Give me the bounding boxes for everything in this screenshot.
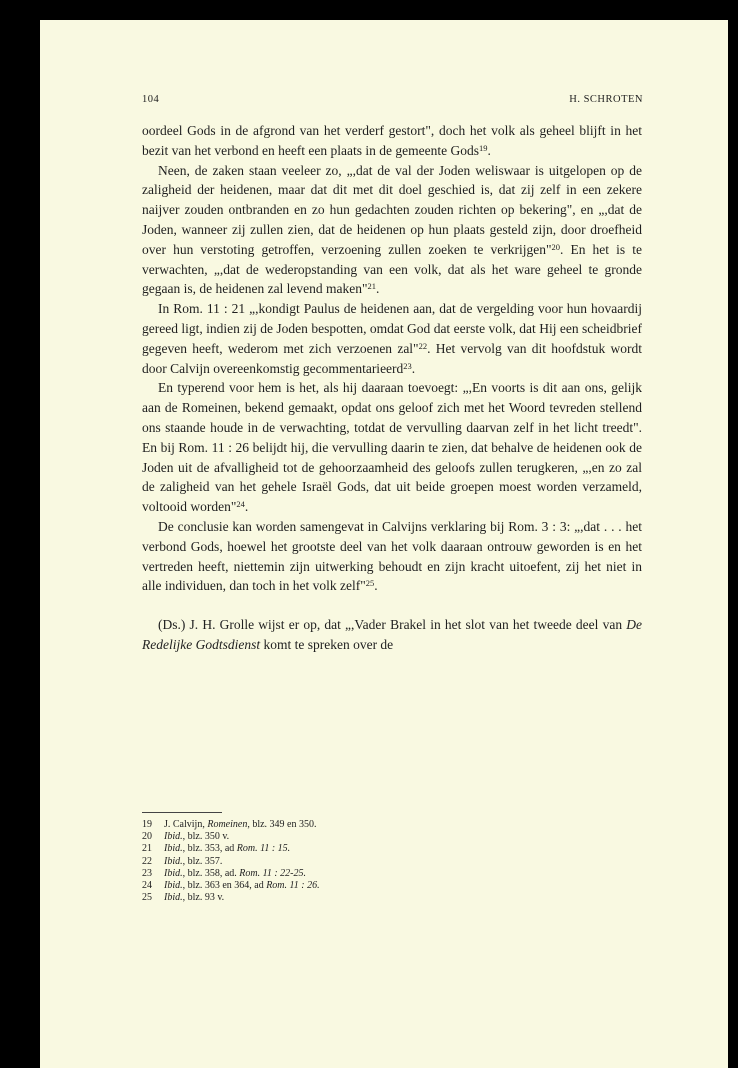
paragraph-1: oordeel Gods in de afgrond van het verderf gestort", doch het volk als geheel blijft in het bezit van het verbond en heeft een plaats in de gemeente Gods$^{19}$. [142,123,642,158]
scan-border-right [728,0,738,1068]
footnote-ref-20: 20 [551,241,560,252]
page-number: 104 [142,94,160,105]
scan-border-top [0,0,738,20]
paragraph-3: In Rom. 11 : 21 „,kondigt Paulus de heidenen aan, dat de vergelding voor hun hovaardij gereed ligt, indien zij de Joden bespotten, omdat God dat eerste volk, dat Hij een scheidbrief gegeven heeft, wederom met zich verzoenen zal"$^{22}$. Het vervolg van dit hoofdstuk wordt door Calvijn overeenkomstig gecommentarieerd$^{23}$. [142,301,642,376]
footnote-divider [142,812,222,813]
scan-border-left [0,0,40,1068]
footnote-ref-21: 21 [367,281,377,292]
running-head: H. SCHROTEN [569,94,643,105]
footnote: 25 Ibid., blz. 93 v. [142,892,225,904]
footnote-ref-22: 22 [418,340,428,351]
footnote-ref-23: 23 [403,360,412,371]
footnote: 23 Ibid., blz. 358, ad. Rom. 11 : 22-25. [142,867,307,879]
footnote: 24 Ibid., blz. 363 en 364, ad Rom. 11 : 26. [142,880,320,892]
paragraph-2: Neen, de zaken staan veeleer zo, „,dat de val der Joden weliswaar is uitgelopen op de zaligheid der heidenen, maar dat dit met dit doel geschied is, dat zij zelf in een zekere naijver zouden ontbranden en zo hun gedachten zouden richten op bekering", en „,dat de Joden, wanneer zij zullen zien, dat de heidenen op hun plaats gesteld zijn, door droefheid over hun verstoting getroffen, verzoening zullen zoeken te verkrijgen"$^{20}$. En het is te verwachten, „,dat de wederopstanding van een volk, dat als het ware geheel te gronde gegaan is, de heidenen zal levend maken"$^{21}$. [142,162,642,297]
footnote: 22 Ibid., blz. 357. [142,855,223,867]
paragraph-6: (Ds.) J. H. Grolle wijst er op, dat „,Vader Brakel in het slot van het tweede deel van De Redelijke Godtsdienst komt te spreken over de [142,617,642,652]
book-title: De Redelijke Godtsdienst [142,617,642,652]
footnote-ref-19: 19 [479,142,488,153]
paragraph-5: De conclusie kan worden samengevat in Calvijns verklaring bij Rom. 3 : 3: „,dat . . . het verbond Gods, hoewel het grootste deel van het volk daaraan ontrouw geworden is en het vertreden heeft, niettemin zijn uitwerking behoudt en zijn kracht uitoefent, zij het niet in alle individuen, dan toch in het volk zelf"$^{25}$. [142,518,642,594]
footnote: 19 J. Calvijn, Romeinen, blz. 349 en 350. [142,819,317,830]
body-text [142,121,642,655]
footnote-ref-24: 24 [236,499,245,510]
footnote-ref-25: 25 [365,578,375,589]
footnote: 21 Ibid., blz. 353, ad Rom. 11 : 15. [142,843,291,855]
footnotes [142,819,562,904]
paragraph-4: En typerend voor hem is het, als hij daaraan toevoegt: „,En voorts is dit aan ons, gelijk aan de Romeinen, bekend gemaakt, opdat ons geloof zich met het Woord tevreden stellend ons staande houde in de verwachting, totdat de vervulling daarvan zelf in het licht treedt". En bij Rom. 11 : 26 belijdt hij, die vervulling daarin te zien, dat behalve de heidenen ook de Joden uit de afvalligheid tot de gehoorzaamheid des geloofs zullen terugkeren, „,en zo zal de zaligheid van het gehele Israël Gods, dat uit beide groepen moest worden verzameld, voltooid worden"$^{24}$. [142,380,642,515]
footnote: 20 Ibid., blz. 350 v. [142,831,230,843]
